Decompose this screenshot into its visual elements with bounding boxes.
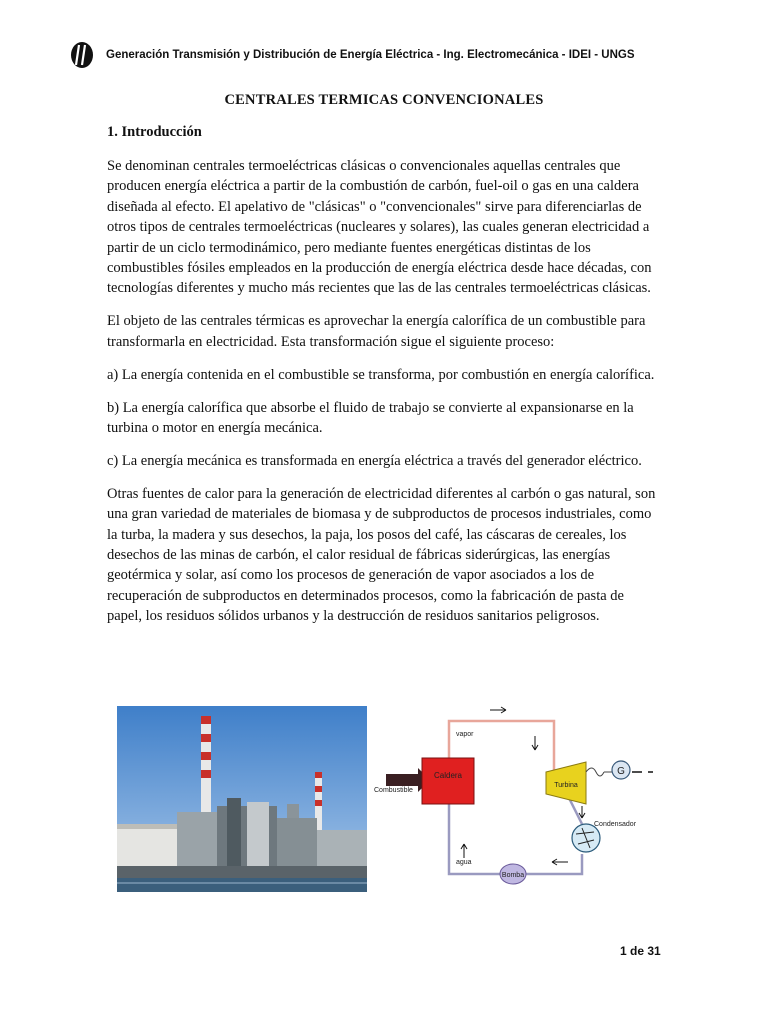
vapor-label: vapor [456, 731, 474, 738]
power-plant-photo [117, 706, 367, 892]
page-header [70, 40, 690, 70]
paragraph: El objeto de las centrales térmicas es aprovechar la energía calorífica de un combustible para transformarla en electricidad. Esta transformación sigue el siguiente proceso: [107, 313, 646, 350]
condensador-label: Condensador [594, 821, 637, 828]
bomba-label: Bomba [501, 872, 525, 879]
thermal-cycle-diagram [372, 700, 662, 900]
combustible-label: Combustible [374, 787, 413, 794]
agua-label: agua [456, 859, 472, 866]
page-number: 1 de 31 [620, 944, 661, 958]
paragraph: Otras fuentes de calor para la generación de electricidad diferentes al carbón o gas natural, son una gran variedad de materiales de biomasa y de subproductos de procesos industriales, como la turba, la madera y sus desechos, la paja, los posos del café, las cáscaras de cereales, los desechos de las minas de carbón, el calor residual de fábricas siderúrgicas, las energías geotérmica y solar, así como los procesos de generación de vapor asociados a los de recuperación de subproductos en determinados procesos, como la fabricación de pasta de papel, los residuos sólidos urbanos y la destrucción de residuos sanitarios peligrosos. [107, 485, 656, 625]
section-heading: 1. Introducción [107, 124, 202, 140]
generator-label: G [617, 766, 625, 777]
paragraph: c) La energía mecánica es transformada en energía eléctrica a través del generador eléctrico. [107, 452, 642, 469]
turbina-label: Turbina [554, 782, 578, 789]
document-title: CENTRALES TERMICAS CONVENCIONALES [224, 92, 544, 108]
paragraph: a) La energía contenida en el combustible se transforma, por combustión en energía calorífica. [107, 366, 655, 383]
body-text [107, 156, 662, 639]
caldera-label: Caldera [433, 771, 463, 780]
paragraph: Se denominan centrales termoeléctricas clásicas o convencionales aquellas centrales que producen energía eléctrica a partir de la combustión de carbón, fuel-oil o gas en una caldera diseñada al efecto. El apelativo de "clásicas" o "convencionales" sirve para diferenciarlas de otros tipos de centrales termoeléctricas (nucleares y solares), las cuales generan electricidad a partir de un ciclo termodinámico, pero mediante fuentes energéticas distintas de los combustibles fósiles empleados en la producción de energía eléctrica desde hace décadas, con tecnologías diferentes y mucho más recientes que las de las centrales termoeléctricas clásicas. [107, 158, 652, 297]
paragraph: b) La energía calorífica que absorbe el fluido de trabajo se convierte al expansionarse en la turbina o motor en energía mecánica. [107, 399, 634, 436]
header-text: Generación Transmisión y Distribución de Energía Eléctrica - Ing. Electromecánica - IDEI - UNGS [106, 49, 635, 61]
university-logo-icon [70, 41, 94, 69]
